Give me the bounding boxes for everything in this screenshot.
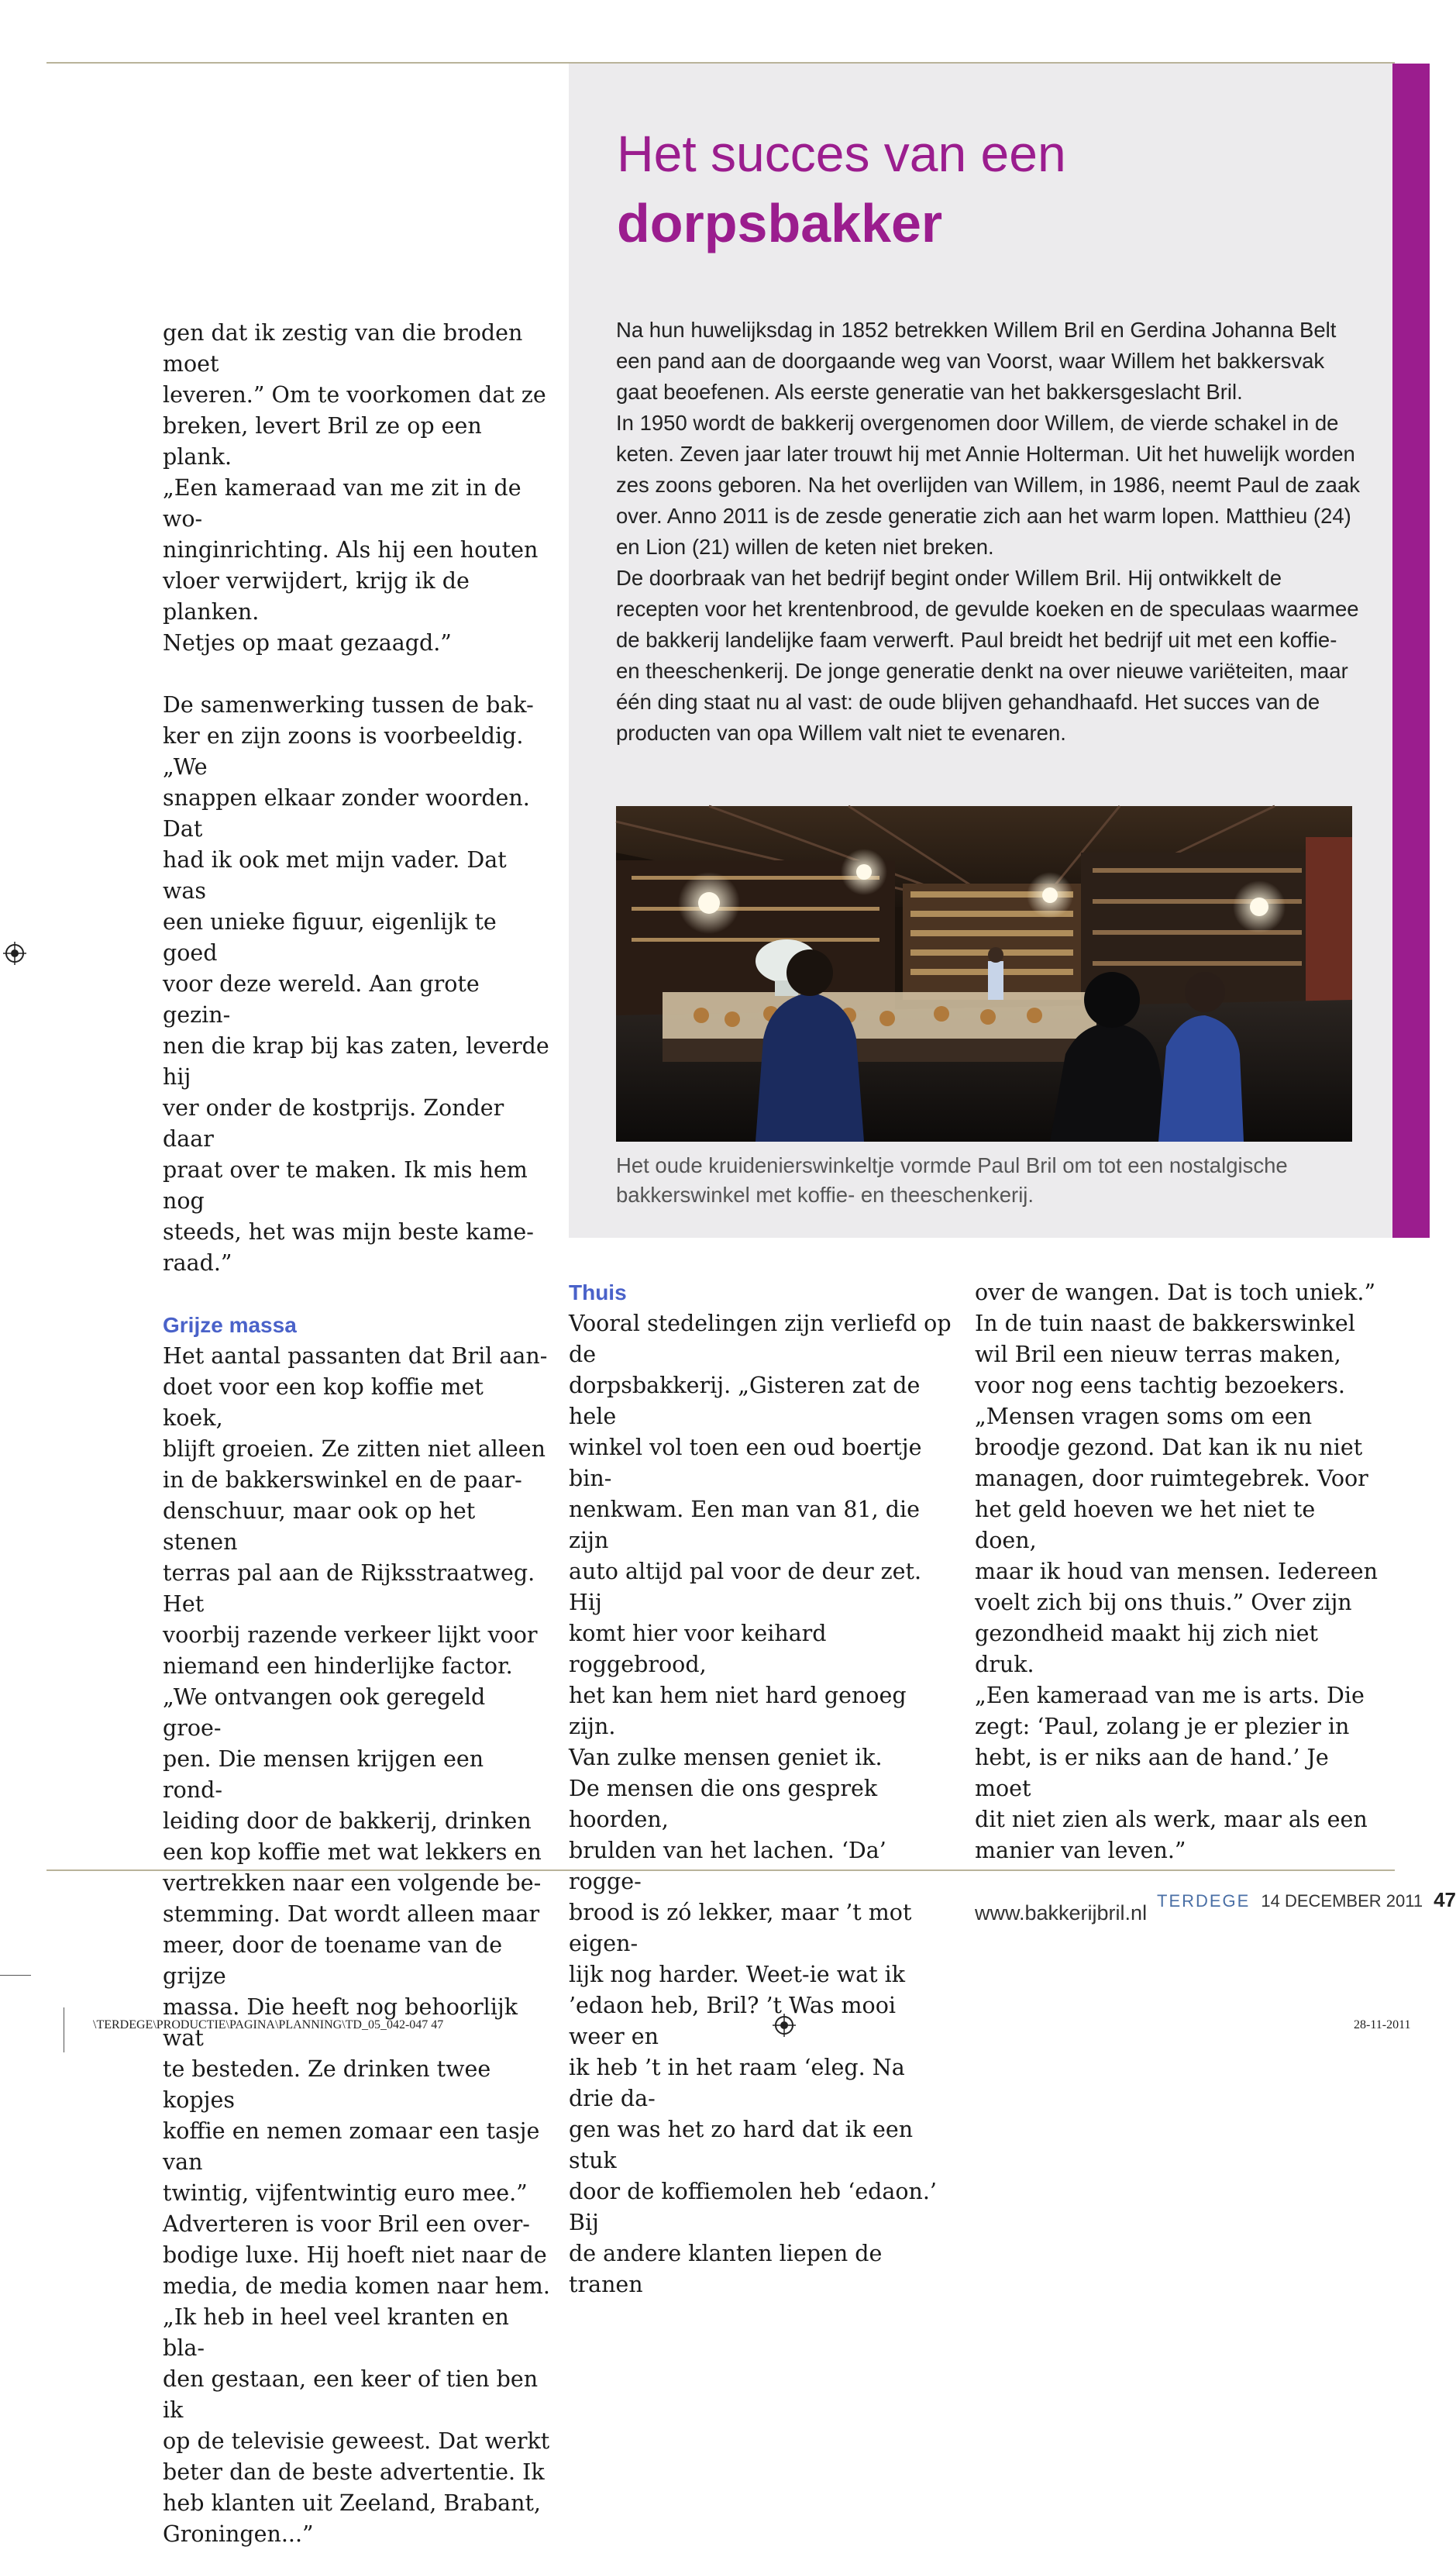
body-paragraph: Het aantal passanten dat Bril aan- doet voor een kop koffie met koek, blijft groeien. Ze zitten niet alleen in de bakkerswinkel en de paar- denschuur, maar ook op het stenen terras pal aan de Rijksstraatweg. Het voorbij razende verkeer lijkt voor niemand een hinderlijke factor. „We ontvangen ook geregeld groe- pen. Die mensen krijgen een rond- leiding door de bakkerij, drinken een kop koffie met wat lekkers en vertrekken naar een volgende be- stemming. Dat wordt alleen maar meer, door de toename van de grijze massa. Die heeft nog behoorlijk wat te besteden. Ze drinken twee kopjes koffie en nemen zomaar een tasje van twintig, vijfentwintig euro mee.” Adverteren is voor Bril een over- bodige luxe. Hij hoeft niet naar de media, de media komen naar hem. „Ik heb in heel veel kranten en bla- den gestaan, een keer of tien ben ik op de televisie geweest. Dat werkt beter dan de beste advertentie. Ik heb klanten uit Zeeland, Brabant, Groningen...” (163, 1343, 550, 2547)
paragraph-spacer (163, 1279, 550, 1310)
body-paragraph: De samenwerking tussen de bak- ker en zijn zoons is voorbeeldig. „We snappen elkaar zonder woorden. Dat had ik ook met mijn vader. Dat was een unieke figuur, eigenlijk te goed voor deze wereld. Aan grote gezin- nen die krap bij kas zaten, leverde hij ver onder de kostprijs. Zonder daar praat over te maken. Ik mis hem nog steeds, het was mijn beste kame- raad.” (163, 692, 549, 1276)
body-paragraph: over de wangen. Dat is toch uniek.” In de tuin naast de bakkerswinkel wil Bril een nieuw terras maken, voor nog eens tachtig bezoekers. „Mensen vragen soms om een broodje gezond. Dat kan ik nu niet managen, door ruimtegebrek. Voor het geld hoeven we het niet te doen, maar ik houd van mensen. Iedereen voelt zich bij ons thuis.” Over zijn gezondheid maakt hij zich niet druk. „Een kameraad van me is arts. Die zegt: ‘Paul, zolang je er plezier in hebt, is er niks aan de hand.’ Je moet dit niet zien als werk, maar als een manier van leven.” (975, 1280, 1378, 1863)
accent-bar (1392, 64, 1430, 1238)
article-column-2 (569, 1277, 956, 2300)
paragraph-spacer (163, 659, 550, 690)
subheading-grijze-massa: Grijze massa (163, 1313, 297, 1337)
intro-text (616, 315, 1360, 749)
article-column-3 (975, 1277, 1378, 1928)
article-column-1 (163, 318, 550, 2550)
intro-paragraph: In 1950 wordt de bakkerij overgenomen door Willem, de vierde schakel in de keten. Zeven jaar later trouwt hij met Annie Holterman. Uit het huwelijk worden zes zoons geboren. Na het overlijden van Willem, in 1986, neemt Paul de zaak over. Anno 2011 is de zesde generatie zich aan het warm lopen. Matthieu (24) en Lion (21) willen de keten niet breken. (616, 411, 1360, 559)
intro-paragraph: De doorbraak van het bedrijf begint onder Willem Bril. Hij ontwikkelt de recepten voor het krentenbrood, de gevulde koeken en de speculaas waarmee de bakkerij landelijke faam verwerft. Paul breidt het bedrijf uit met een koffie- en theeschenkerij. De jonge generatie denkt na over nieuwe variëteiten, maar één ding staat nu al vast: de oude blijven gehandhaafd. Het succes van de producten van opa Willem valt niet te evenaren. (616, 566, 1359, 745)
magazine-name: TERDEGE (1157, 1891, 1251, 1911)
printer-slug-path: \TERDEGE\PRODUCTIE\PAGINA\PLANNING\TD_05_042-047 47 (93, 2018, 444, 2031)
subheading-thuis: Thuis (569, 1280, 627, 1304)
page-number: 47 (1434, 1888, 1456, 1911)
photo-caption: Het oude kruidenierswinkeltje vormde Paul Bril om tot een nostalgische bakkerswinkel met koffie- en theeschenkerij. (616, 1153, 1288, 1207)
headline-line-2: dorpsbakker (617, 193, 943, 253)
bakery-photo (616, 806, 1352, 1142)
issue-date: 14 DECEMBER 2011 (1261, 1891, 1423, 1911)
registration-mark-icon (3, 942, 26, 965)
page-footer (1157, 1888, 1456, 1912)
intro-paragraph: Na hun huwelijksdag in 1852 betrekken Willem Bril en Gerdina Johanna Belt een pand aan de doorgaande weg van Voorst, waar Willem het bakkersvak gaat beoefenen. Als eerste generatie van het bakkersgeslacht Bril. (616, 318, 1337, 404)
bakery-interior-image (616, 806, 1352, 1142)
body-paragraph: Vooral stedelingen zijn verliefd op de dorpsbakkerij. „Gisteren zat de hele winkel vol toen een oud boertje bin- nenkwam. Een man van 81, die zijn auto altijd pal voor de deur zet. Hij komt hier voor keihard roggebrood, het kan hem niet hard genoeg zijn. Van zulke mensen geniet ik. De mensen die ons gesprek hoorden, brulden van het lachen. ‘Da’ rogge- brood is zó lekker, maar ’t mot eigen- lijk nog harder. Weet-ie wat ik ’edaon heb, Bril? ’t Was mooi weer en ik heb ’t in het raam ‘eleg. Na drie da- gen was het zo hard dat ik een stuk door de koffiemolen heb ‘edaon.’ Bij de andere klanten liepen de tranen (569, 1311, 952, 2297)
crop-mark (0, 1975, 31, 1976)
printer-slug-date: 28-11-2011 (1354, 2018, 1411, 2031)
body-paragraph: gen dat ik zestig van die broden moet leveren.” Om te voorkomen dat ze breken, levert Bril ze op een plank. „Een kameraad van me zit in de wo- ninginrichting. Als hij een houten vloer verwijdert, krijg ik de planken. Netjes op maat gezaagd.” (163, 320, 546, 656)
registration-mark-icon (773, 2014, 796, 2037)
headline-line-1: Het succes van een (617, 125, 1066, 182)
website-link[interactable]: www.bakkerijbril.nl (975, 1901, 1148, 1925)
